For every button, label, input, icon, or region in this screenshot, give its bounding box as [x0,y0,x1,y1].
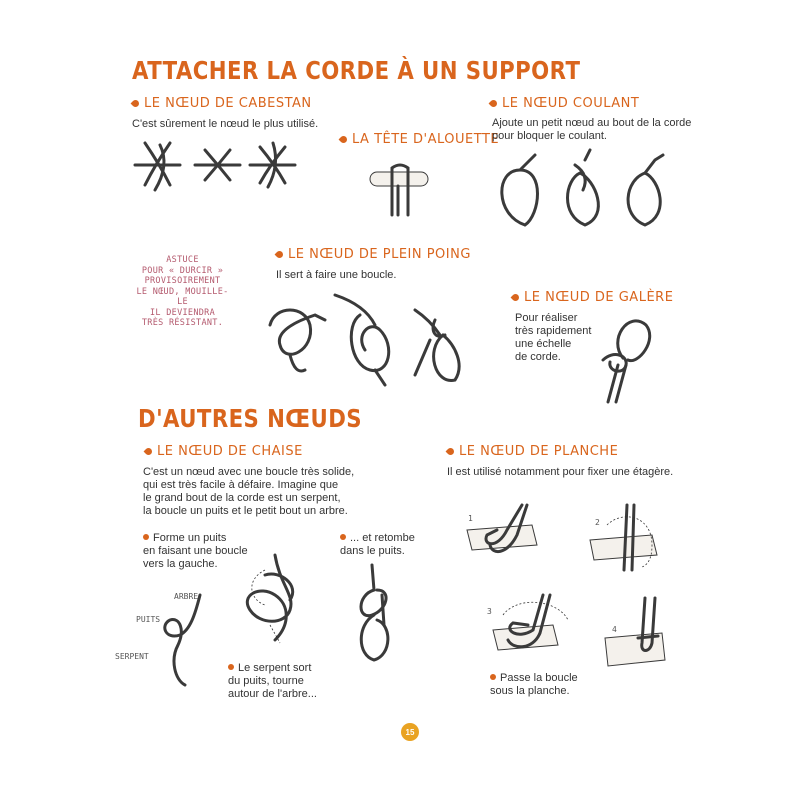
heading-alouette [340,132,499,147]
heading-cabestan [132,96,312,111]
planche-step-line: sous la planche. [490,685,570,697]
plein-poing-step-2 [335,295,389,385]
planche-step-text [490,672,578,698]
heading-chaise [145,444,303,459]
chaise-step-3-illustration [352,565,402,665]
planche-step-number: 4 [612,625,617,634]
bullet-icon [511,293,521,303]
chaise-step-3 [340,532,415,558]
chaise-line: le grand bout de la corde est un serpent, [143,492,341,504]
chaise-step-2-line: autour de l'arbre... [228,688,317,700]
planche-step-4-illustration [600,598,670,678]
astuce-line: POUR « DURCIR » [141,265,224,276]
heading-galere-label: LE NŒUD DE GALÈRE [524,290,674,305]
chaise-step-3-line: dans le puits. [340,545,405,557]
cabestan-knot-2 [195,150,240,180]
chaise-step-2 [228,662,317,701]
heading-chaise-label: LE NŒUD DE CHAISE [157,444,303,459]
galere-line: de corde. [515,351,561,363]
plein-poing-step-1 [270,310,325,371]
cabestan-text: C'est sûrement le nœud le plus utilisé. [132,118,319,130]
coulant-illustration [495,155,675,235]
label-puits: PUITS [136,615,161,624]
planche-step-3-illustration [488,595,578,665]
planche-step-number: 3 [487,607,492,616]
astuce-line: ASTUCE [166,255,199,265]
section-title-attacher: ATTACHER LA CORDE À UN SUPPORT [132,56,581,85]
chaise-step-2-line: du puits, tourne [228,675,304,687]
planche-text: Il est utilisé notamment pour fixer une étagère. [447,466,674,478]
heading-coulant [490,96,639,111]
plein-poing-illustration [265,295,475,390]
planche-step-line: Passe la boucle [490,672,578,685]
alouette-bar [370,172,428,186]
chaise-step-1-illustration [150,595,210,690]
bullet-icon [489,99,499,109]
heading-plein-poing-label: LE NŒUD DE PLEIN POING [288,247,471,262]
galere-line: très rapidement [515,325,592,337]
chaise-text [143,466,354,518]
bullet-icon [131,99,141,109]
alouette-illustration [370,160,430,220]
astuce-line: PROVISOIREMENT [144,276,221,286]
heading-cabestan-label: LE NŒUD DE CABESTAN [144,96,312,111]
page-number-badge: 15 [401,723,419,741]
bullet-icon [275,250,285,260]
cabestan-knot-1 [135,143,180,190]
chaise-line: la boucle un puits et le petit bout un arbre. [143,505,348,517]
galere-line: une échelle [515,338,572,350]
chaise-step-1-line: en faisant une boucle [143,545,248,557]
chaise-line: qui est très facile à défaire. Imagine que [143,479,339,491]
heading-galere [512,290,673,305]
galere-illustration [598,310,658,405]
cabestan-knot-3 [250,143,295,187]
coulant-text-1: Ajoute un petit nœud au bout de la corde [492,117,692,129]
heading-coulant-label: LE NŒUD COULANT [502,96,640,111]
coulant-step-1 [502,155,538,225]
galere-line: Pour réaliser [515,312,578,324]
heading-alouette-label: LA TÊTE D'ALOUETTE [352,132,500,147]
chaise-step-1 [143,532,248,571]
heading-plein-poing [276,247,471,262]
label-serpent: SERPENT [115,652,149,661]
bullet-icon [339,135,349,145]
chaise-step-2-illustration [235,555,315,655]
section-title-autres: D'AUTRES NŒUDS [138,404,363,433]
coulant-step-2 [568,150,599,225]
bullet-icon [144,447,154,457]
astuce-line: LE NŒUD, MOUILLE-LE [136,286,229,307]
galere-text [515,312,591,364]
heading-planche-label: LE NŒUD DE PLANCHE [459,444,619,459]
planche-step-1-illustration [462,505,552,575]
cabestan-illustration [130,135,300,195]
plein-poing-text: Il sert à faire une boucle. [276,269,397,281]
planche-step-number: 1 [468,514,473,523]
astuce-line: IL DEVIENDRA [149,307,215,318]
bullet-icon [446,447,456,457]
coulant-step-3 [628,155,663,225]
chaise-step-2-line: Le serpent sort [228,662,317,675]
chaise-line: C'est un nœud avec une boucle très solide, [143,466,355,478]
chaise-step-3-line: ... et retombe [340,532,415,545]
chaise-step-1-line: vers la gauche. [143,558,218,570]
planche-step-2-illustration [582,505,672,580]
coulant-text-2: pour bloquer le coulant. [492,130,607,142]
label-arbre: ARBRE [174,592,199,601]
heading-planche [447,444,618,459]
astuce-line: TRÈS RÉSISTANT. [141,318,224,328]
planche-step-number: 2 [595,518,600,527]
astuce-note [135,255,230,329]
chaise-step-1-line: Forme un puits [143,532,248,545]
plein-poing-step-3 [415,310,459,380]
